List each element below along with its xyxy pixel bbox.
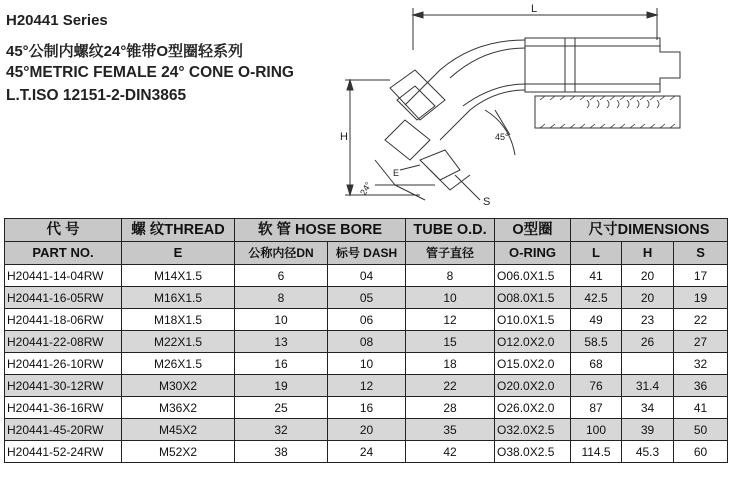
table-cell: O06.0X1.5: [495, 265, 571, 287]
table-cell: 04: [328, 265, 406, 287]
table-cell: 10: [406, 287, 495, 309]
table-cell: 114.5: [571, 441, 622, 463]
table-cell: 12: [406, 309, 495, 331]
table-cell: M18X1.5: [122, 309, 235, 331]
spec-table: [4, 218, 728, 463]
table-cell: M16X1.5: [122, 287, 235, 309]
col-oring-cn: O型圈: [495, 219, 571, 242]
table-cell: H20441-22-08RW: [5, 331, 122, 353]
table-cell: 22: [406, 375, 495, 397]
table-cell: H20441-30-12RW: [5, 375, 122, 397]
col-s: S: [674, 242, 728, 265]
header-row-1: [5, 219, 728, 242]
table-cell: 13: [235, 331, 328, 353]
table-cell: 16: [235, 353, 328, 375]
table-cell: H20441-36-16RW: [5, 397, 122, 419]
table-row: [5, 397, 728, 419]
table-cell: O08.0X1.5: [495, 287, 571, 309]
table-cell: 6: [235, 265, 328, 287]
table-cell: 17: [674, 265, 728, 287]
col-dash: 标号 DASH: [328, 242, 406, 265]
table-cell: 42.5: [571, 287, 622, 309]
table-cell: 76: [571, 375, 622, 397]
table-cell: O26.0X2.0: [495, 397, 571, 419]
table-cell: 58.5: [571, 331, 622, 353]
fitting-drawing: [335, 0, 730, 215]
subtitle-english: 45°METRIC FEMALE 24° CONE O-RING: [6, 64, 294, 81]
col-hose-bore: 软 管 HOSE BORE: [235, 219, 406, 242]
table-row: [5, 287, 728, 309]
table-cell: M22X1.5: [122, 331, 235, 353]
table-cell: [622, 353, 674, 375]
table-cell: 25: [235, 397, 328, 419]
header-row-2: [5, 242, 728, 265]
table-cell: O15.0X2.0: [495, 353, 571, 375]
table-cell: 12: [328, 375, 406, 397]
series-title: H20441 Series: [6, 12, 108, 29]
table-cell: H20441-45-20RW: [5, 419, 122, 441]
table-cell: 28: [406, 397, 495, 419]
col-thread: 螺 纹THREAD: [122, 219, 235, 242]
table-cell: 32: [235, 419, 328, 441]
table-cell: 31.4: [622, 375, 674, 397]
col-part-cn: 代 号: [5, 219, 122, 242]
table-cell: O38.0X2.5: [495, 441, 571, 463]
table-cell: 20: [622, 265, 674, 287]
standard-reference: L.T.ISO 12151-2-DIN3865: [6, 87, 187, 104]
table-cell: 08: [328, 331, 406, 353]
col-dn: 公称内径DN: [235, 242, 328, 265]
table-cell: 06: [328, 309, 406, 331]
table-cell: 41: [571, 265, 622, 287]
table-cell: O20.0X2.0: [495, 375, 571, 397]
label-l: L: [531, 3, 538, 15]
col-l: L: [571, 242, 622, 265]
table-row: [5, 331, 728, 353]
table-cell: 36: [674, 375, 728, 397]
table-cell: 22: [674, 309, 728, 331]
col-e: E: [122, 242, 235, 265]
table-cell: O12.0X2.0: [495, 331, 571, 353]
bent-tube: [405, 40, 525, 140]
table-cell: 100: [571, 419, 622, 441]
table-row: [5, 375, 728, 397]
table-cell: 38: [235, 441, 328, 463]
table-cell: 18: [406, 353, 495, 375]
table-cell: 49: [571, 309, 622, 331]
label-24: 24°: [358, 180, 374, 197]
col-tube-od: TUBE O.D.: [406, 219, 495, 242]
table-row: [5, 441, 728, 463]
table-cell: O10.0X1.5: [495, 309, 571, 331]
col-h: H: [622, 242, 674, 265]
table-cell: H20441-16-05RW: [5, 287, 122, 309]
table-cell: 39: [622, 419, 674, 441]
table-row: [5, 353, 728, 375]
table-cell: 24: [328, 441, 406, 463]
table-cell: M52X2: [122, 441, 235, 463]
table-cell: H20441-14-04RW: [5, 265, 122, 287]
table-cell: 15: [406, 331, 495, 353]
table-cell: M45X2: [122, 419, 235, 441]
table-cell: M36X2: [122, 397, 235, 419]
table-cell: 50: [674, 419, 728, 441]
table-cell: 20: [328, 419, 406, 441]
table-cell: 32: [674, 353, 728, 375]
label-s: S: [483, 196, 491, 208]
col-part-no: PART NO.: [5, 242, 122, 265]
table-cell: 19: [674, 287, 728, 309]
table-row: [5, 265, 728, 287]
table-cell: 68: [571, 353, 622, 375]
table-cell: 27: [674, 331, 728, 353]
table-cell: M26X1.5: [122, 353, 235, 375]
table-cell: M30X2: [122, 375, 235, 397]
table-cell: 8: [406, 265, 495, 287]
hex-nut: [390, 70, 445, 120]
table-cell: 35: [406, 419, 495, 441]
table-cell: O32.0X2.5: [495, 419, 571, 441]
table-cell: H20441-52-24RW: [5, 441, 122, 463]
table-row: [5, 419, 728, 441]
table-cell: H20441-18-06RW: [5, 309, 122, 331]
subtitle-chinese: 45°公制内螺纹24°锥带O型圈轻系列: [6, 43, 244, 60]
table-cell: 16: [328, 397, 406, 419]
table-cell: 26: [622, 331, 674, 353]
table-cell: 60: [674, 441, 728, 463]
table-cell: 45.3: [622, 441, 674, 463]
table-cell: H20441-26-10RW: [5, 353, 122, 375]
table-cell: 10: [328, 353, 406, 375]
label-e: E: [393, 168, 400, 178]
table-row: [5, 309, 728, 331]
col-oring: O-RING: [495, 242, 571, 265]
table-cell: 41: [674, 397, 728, 419]
col-tube-dia: 管子直径: [406, 242, 495, 265]
table-cell: 42: [406, 441, 495, 463]
table-cell: 34: [622, 397, 674, 419]
label-h: H: [340, 131, 348, 143]
table-cell: 19: [235, 375, 328, 397]
table-cell: M14X1.5: [122, 265, 235, 287]
table-cell: 20: [622, 287, 674, 309]
table-cell: 8: [235, 287, 328, 309]
table-cell: 10: [235, 309, 328, 331]
table-cell: 87: [571, 397, 622, 419]
table-cell: 23: [622, 309, 674, 331]
table-cell: 05: [328, 287, 406, 309]
col-dimensions: 尺寸DIMENSIONS: [571, 219, 728, 242]
label-45: 45°: [495, 132, 509, 142]
